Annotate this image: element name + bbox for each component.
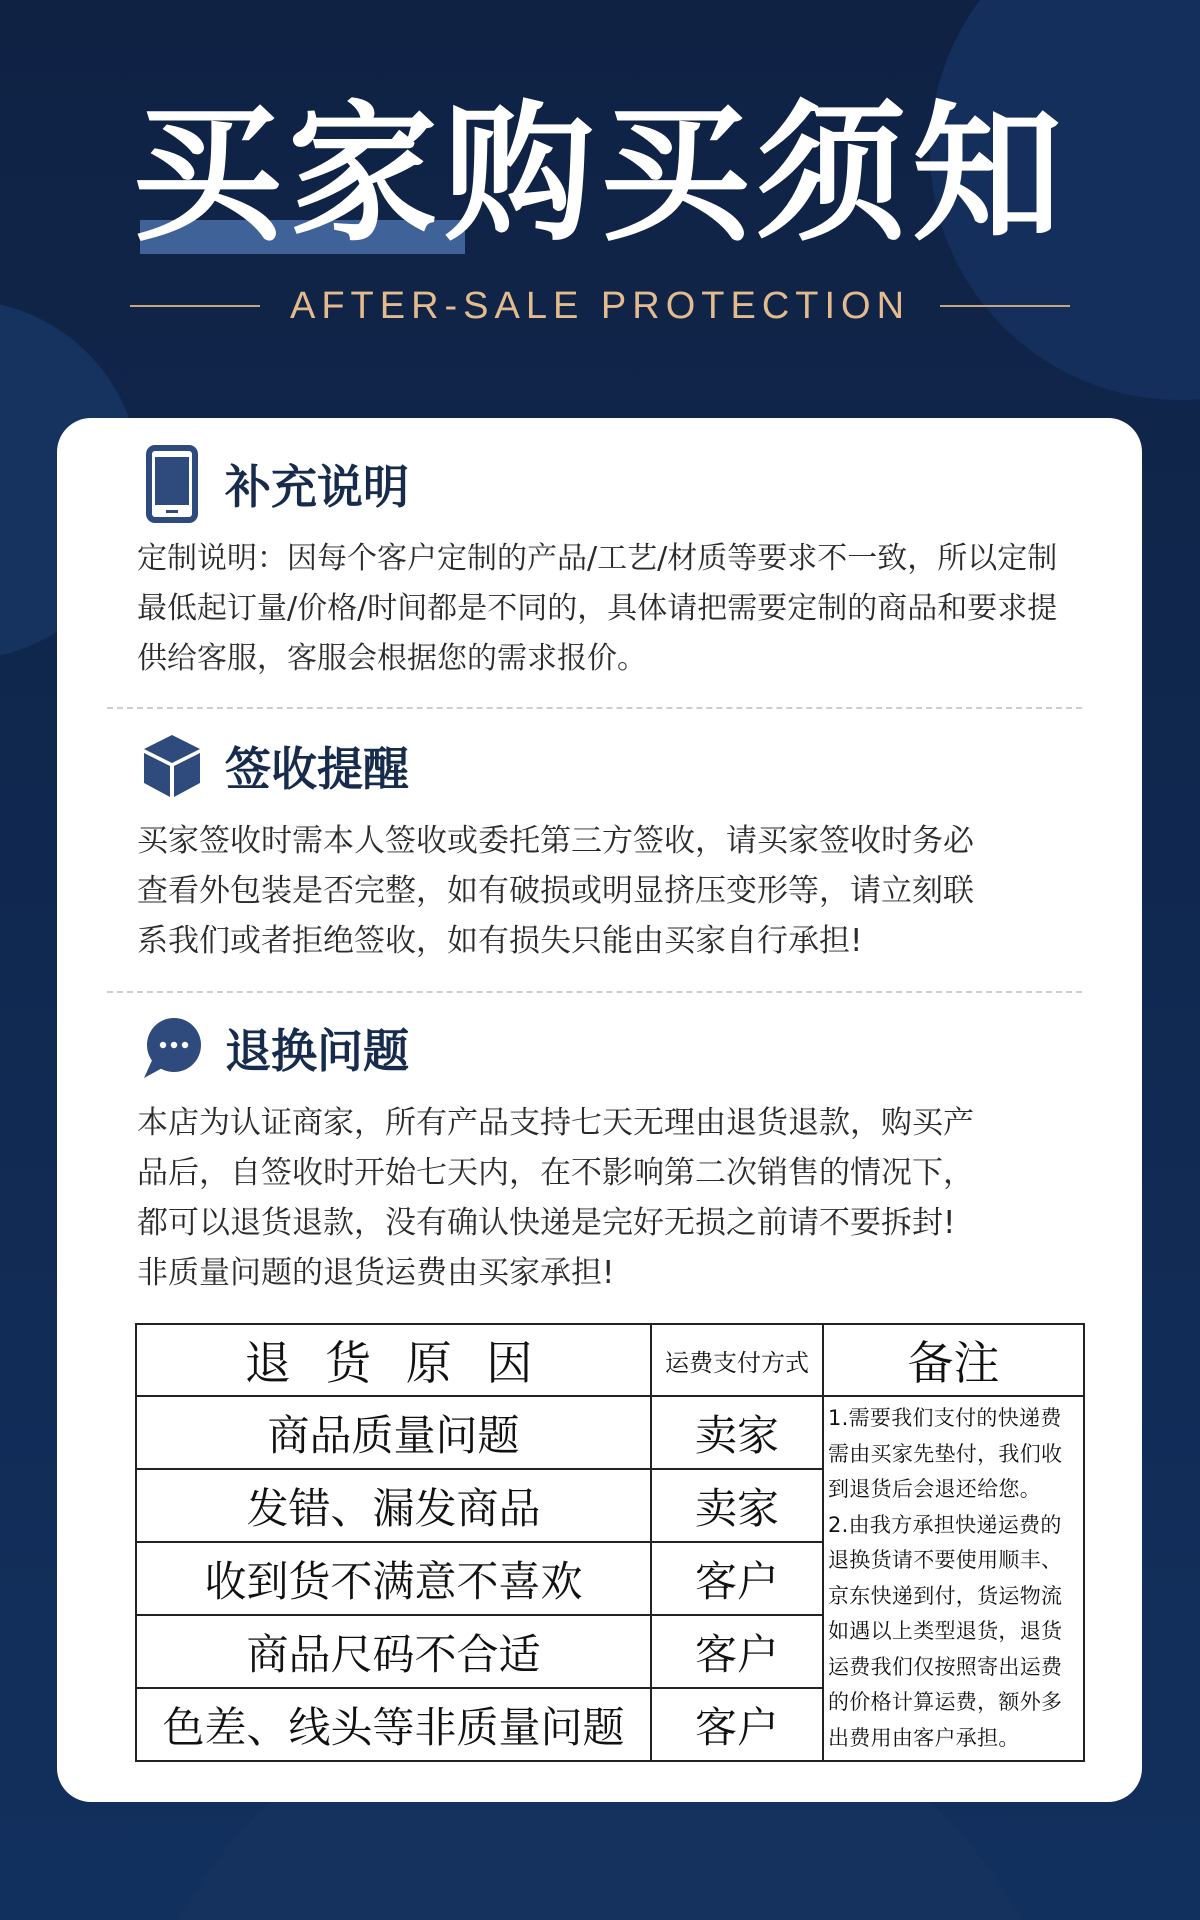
body-line: 本店为认证商家，所有产品支持七天无理由退货退款，购买产 <box>137 1105 974 1141</box>
header-remarks: 备注 <box>823 1324 1084 1396</box>
page-subtitle: AFTER-SALE PROTECTION <box>289 284 911 327</box>
reason-cell: 收到货不满意不喜欢 <box>136 1542 651 1615</box>
dashed-divider <box>107 707 1082 709</box>
section-supplementary <box>137 444 1077 684</box>
body-line: 系我们或者拒绝签收，如有损失只能由买家自行承担! <box>137 923 863 959</box>
box-icon <box>137 726 207 806</box>
payer-cell: 客户 <box>651 1542 823 1615</box>
chat-bubble-icon <box>137 1008 207 1088</box>
remark-line: 如遇以上类型退货，退货 <box>828 1619 1063 1643</box>
body-line: 买家签收时需本人签收或委托第三方签收，请买家签收时务必 <box>137 823 974 859</box>
section-body <box>137 816 1077 966</box>
remark-line: 运费我们仅按照寄出运费 <box>828 1654 1063 1679</box>
subtitle-left-line <box>130 305 260 307</box>
reason-cell: 商品质量问题 <box>136 1396 651 1469</box>
body-line: 最低起订量/价格/时间都是不同的，具体请把需要定制的商品和要求提 <box>137 591 1058 626</box>
body-line: 查看外包装是否完整，如有破损或明显挤压变形等，请立刻联 <box>137 873 974 909</box>
section-header <box>137 1008 1077 1088</box>
section-header <box>137 444 1077 524</box>
section-returns <box>137 1008 1077 1298</box>
section-receipt-reminder <box>137 726 1077 966</box>
body-line: 非质量问题的退货运费由买家承担! <box>137 1255 615 1291</box>
dashed-divider <box>107 991 1082 993</box>
payer-cell: 客户 <box>651 1688 823 1761</box>
body-line: 定制说明：因每个客户定制的产品/工艺/材质等要求不一致，所以定制 <box>137 541 1058 576</box>
remark-line: 到退货后会退还给您。 <box>828 1477 1041 1501</box>
table-row <box>136 1396 1084 1469</box>
header-shipping-payment: 运费支付方式 <box>651 1324 823 1396</box>
return-policy-table <box>135 1323 1085 1762</box>
body-line: 品后，自签收时开始七天内，在不影响第二次销售的情况下， <box>137 1155 974 1191</box>
page-title: 买家购买须知 <box>131 88 1068 262</box>
subtitle-row <box>0 278 1200 334</box>
header-return-reason: 退 货 原 因 <box>136 1324 651 1396</box>
remark-line: 京东快递到付，货运物流 <box>828 1583 1063 1608</box>
reason-cell: 商品尺码不合适 <box>136 1615 651 1688</box>
notice-card <box>57 418 1142 1802</box>
payer-cell: 客户 <box>651 1615 823 1688</box>
section-title: 补充说明 <box>225 460 409 514</box>
remark-line: 出费用由客户承担。 <box>828 1725 1020 1750</box>
body-line: 供给客服，客服会根据您的需求报价。 <box>137 641 647 676</box>
section-title: 退换问题 <box>225 1024 409 1078</box>
remark-line: 退换货请不要使用顺丰、 <box>828 1548 1063 1572</box>
section-title: 签收提醒 <box>225 742 409 796</box>
remark-line: 的价格计算运费，额外多 <box>828 1690 1063 1714</box>
remark-line: 1.需要我们支付的快递费 <box>828 1406 1062 1430</box>
reason-cell: 色差、线头等非质量问题 <box>136 1688 651 1761</box>
section-header <box>137 726 1077 806</box>
table-header-row <box>136 1324 1084 1396</box>
section-body <box>137 1098 1077 1298</box>
reason-cell: 发错、漏发商品 <box>136 1469 651 1542</box>
section-body <box>137 534 1077 684</box>
remarks-cell <box>823 1396 1084 1761</box>
payer-cell: 卖家 <box>651 1469 823 1542</box>
body-line: 都可以退货退款，没有确认快递是完好无损之前请不要拆封! <box>137 1205 956 1241</box>
remark-line: 2.由我方承担快递运费的 <box>828 1512 1062 1537</box>
remark-line: 需由买家先垫付，我们收 <box>828 1441 1063 1466</box>
payer-cell: 卖家 <box>651 1396 823 1469</box>
subtitle-right-line <box>940 305 1070 307</box>
phone-icon <box>137 444 207 524</box>
